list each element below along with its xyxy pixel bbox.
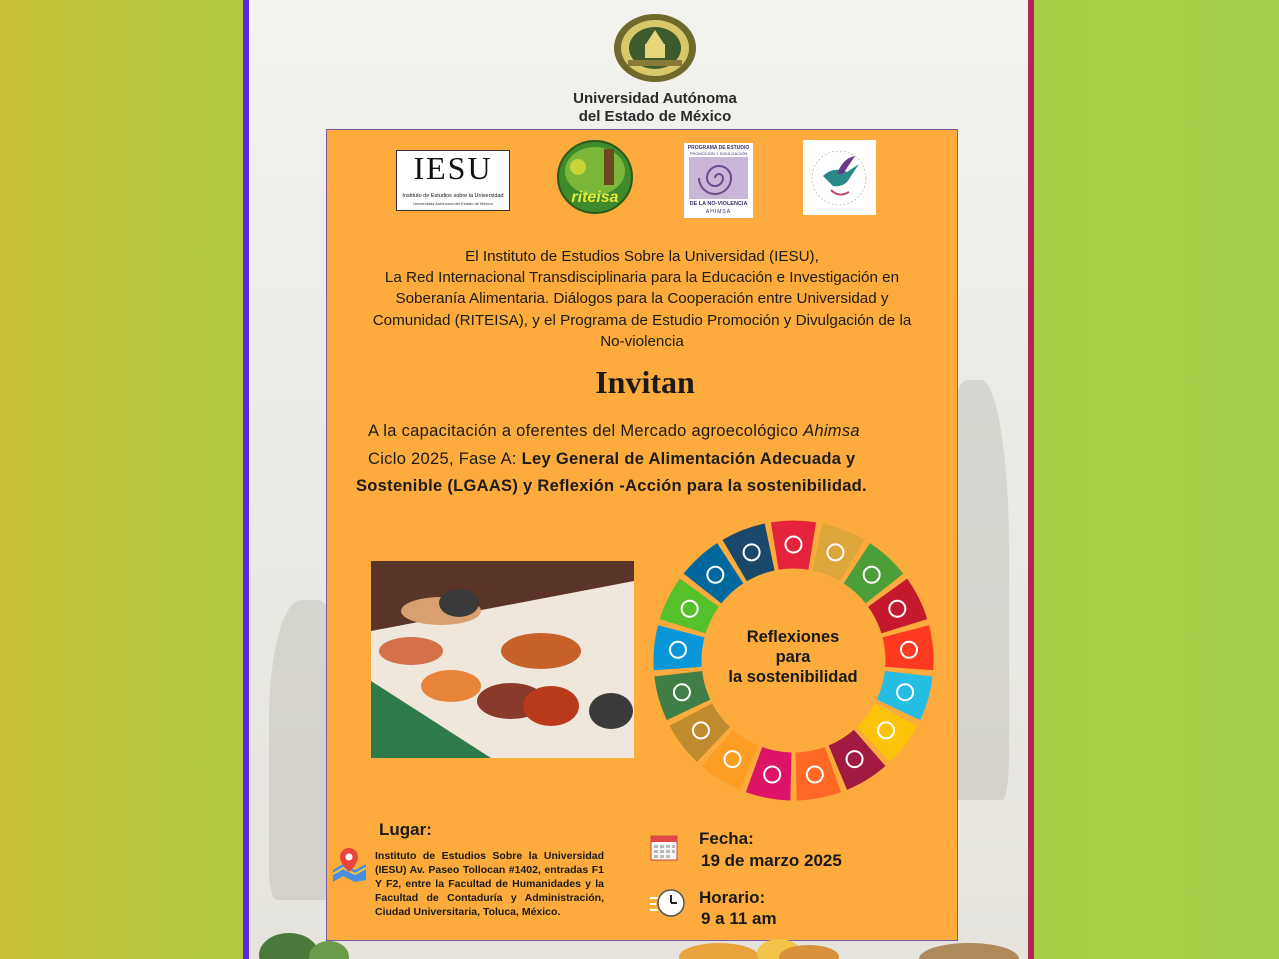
map-location-icon [331,846,368,882]
bottom-produce-decoration [249,905,1029,959]
event-market-name: Ahimsa [803,422,860,440]
hummingbird-icon [803,140,876,215]
spiral-shell-icon [689,157,748,199]
event-description-line2 [368,450,856,469]
programa-no-violencia-logo [684,143,753,218]
event-description-line3: Sostenible (LGAAS) y Reflexión -Acción para la sostenibilidad. [356,477,867,495]
programa-logo-top: PROGRAMA DE ESTUDIO [687,145,750,151]
food-photo-illustration [371,561,634,758]
organizers-line: La Red Internacional Transdisciplinaria para la Educación e Investigación en [384,269,900,287]
iesu-logo-text: IESU [413,150,493,186]
organizers-line: Soberanía Alimentaria. Diálogos para la Cooperación entre Universidad y [395,290,889,308]
event-description-line1 [368,422,860,441]
organizers-line: Comunidad (RITEISA), y el Programa de Estudio Promoción y Divulgación de la [372,311,912,329]
fecha-label: Fecha: [699,829,754,848]
event-address: Instituto de Estudios Sobre la Universidad (IESU) Av. Paseo Tollocan #1402, entradas F1 Y F2, entre la Facultad de Humanidades y la Facultad de Contaduría y Administración, Ciudad Universitaria, Toluca, México. [375,850,604,918]
food-photo [371,561,634,758]
lugar-label: Lugar: [379,820,432,839]
iesu-logo-subtitle: Instituto de Estudios sobre la Universidad [402,193,504,199]
sdg-wheel-segment [654,625,705,670]
wheel-label-line3: la sostenibilidad [728,668,858,686]
fecha-value: 19 de marzo 2025 [701,851,842,870]
university-seal-logo [612,12,698,84]
university-name-line1: Universidad Autónoma [573,90,737,107]
wheel-label-line2: para [775,648,811,666]
programa-logo-bottom: DE LA NO-VIOLENCIA [689,201,748,207]
calendar-icon [649,832,679,862]
sdg-wheel-segment [771,521,816,570]
horario-value: 9 a 11 am [701,909,777,928]
university-name-line2: del Estado de México [578,108,732,125]
event-description-text: A la capacitación a oferentes del Mercado agroecológico [368,422,804,440]
riteisa-logo [556,139,634,215]
invitation-title: Invitan [595,364,695,400]
event-topic-text: Ley General de Alimentación Adecuada y [521,450,856,468]
horario-label: Horario: [699,888,766,907]
hummingbird-logo [803,140,876,215]
riteisa-logo-text: riteisa [571,189,619,206]
programa-logo-top2: PROMOCIÓN Y DIVULGACIÓN [689,151,748,156]
sdg-wheel-segment [883,625,934,670]
organizers-paragraph [338,246,946,352]
event-phase-text: Ciclo 2025, Fase A: [368,450,522,468]
iesu-logo [396,150,510,211]
iesu-logo-subtitle2: Universidad Autónoma del Estado de México [413,201,493,206]
organizers-line: No-violencia [600,332,684,350]
programa-logo-bottom2: AHIMSA [705,209,732,215]
organizers-line: El Instituto de Estudios Sobre la Universidad (IESU), [465,248,819,265]
wheel-label-line1: Reflexiones [746,628,840,646]
